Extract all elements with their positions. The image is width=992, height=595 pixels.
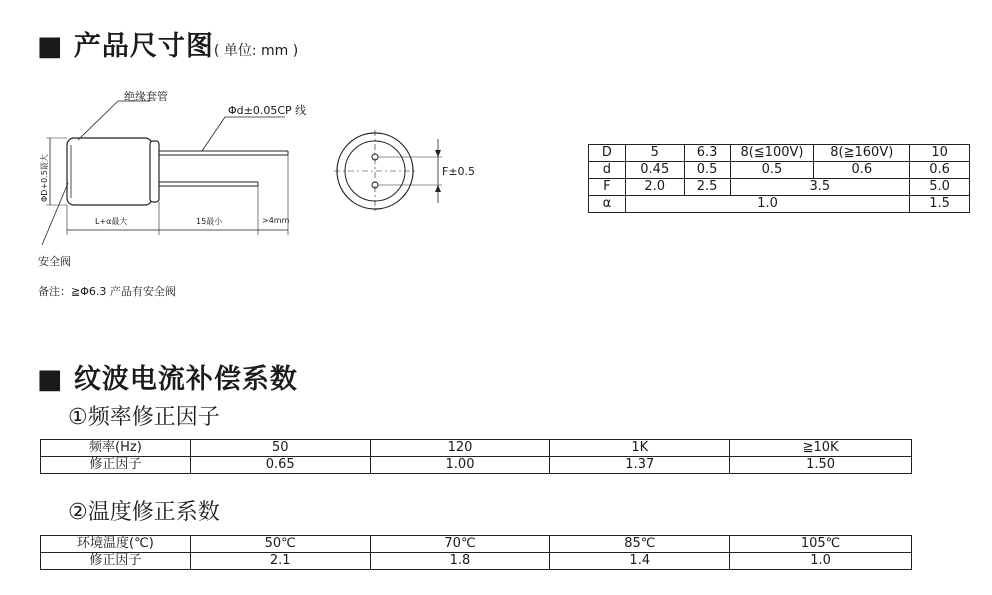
section-title-text: ■ 产品尺寸图 [37, 31, 214, 62]
temperature-table [40, 535, 912, 570]
temp-header-cell: 85℃ [550, 536, 730, 553]
temp-header-cell: 105℃ [730, 536, 912, 553]
dim-cell: 1.5 [910, 196, 970, 213]
sleeve-label: 绝缘套管 [124, 90, 168, 103]
freq-value-cell: 1.37 [550, 457, 730, 474]
table-row [41, 457, 912, 474]
f-arrow-bottom [435, 185, 441, 192]
freq-value-cell: 1.50 [730, 457, 912, 474]
section-title-dimensions [37, 24, 298, 63]
dim-cell: 0.5 [730, 162, 814, 179]
table-row [589, 162, 970, 179]
freq-value-cell: 修正因子 [41, 457, 191, 474]
dim-cell: D [589, 145, 626, 162]
capacitor-end-view-diagram [330, 125, 460, 225]
dim-cell: 10 [910, 145, 970, 162]
note-text: 备注：≧Φ6.3 产品有安全阀 [38, 285, 176, 298]
temp-subtitle: ②温度修正系数 [68, 500, 220, 525]
dim-cell: 6.3 [684, 145, 730, 162]
f-arrow-top [435, 150, 441, 157]
freq-header-cell: 120 [370, 440, 550, 457]
freq-header-cell: 1K [550, 440, 730, 457]
dim-cell: 0.5 [684, 162, 730, 179]
unit-label: ( 单位: mm ) [213, 43, 299, 59]
length-label: L+α最大 [95, 217, 128, 226]
dim-cell: 5.0 [910, 179, 970, 196]
freq-header-cell: ≧10K [730, 440, 912, 457]
dim-cell: 8(≧160V) [814, 145, 910, 162]
dim-cell: 3.5 [730, 179, 910, 196]
dim-cell: 8(≦100V) [730, 145, 814, 162]
lead-end-label: >4mm [262, 216, 290, 225]
dim-cell: 5 [625, 145, 684, 162]
section-title-ripple: ■ 纹波电流补偿系数 [37, 364, 298, 395]
temp-value-cell: 1.4 [550, 553, 730, 570]
dim-cell: 2.5 [684, 179, 730, 196]
lead-leader [202, 117, 225, 151]
dim-cell: F [589, 179, 626, 196]
dim-cell: d [589, 162, 626, 179]
freq-subtitle: ①频率修正因子 [68, 405, 220, 430]
table-row [41, 536, 912, 553]
dim-cell: α [589, 196, 626, 213]
dim-cell: 0.6 [910, 162, 970, 179]
dimension-table [588, 144, 970, 213]
dim-cell: 1.0 [625, 196, 909, 213]
temp-value-cell: 1.8 [370, 553, 550, 570]
temp-header-cell: 70℃ [370, 536, 550, 553]
table-row [41, 553, 912, 570]
table-row [41, 440, 912, 457]
table-row [589, 145, 970, 162]
lead-length-label: 15最小 [196, 217, 223, 226]
vent-label: 安全阀 [38, 255, 71, 268]
frequency-table [40, 439, 912, 474]
freq-header-cell: 频率(Hz) [41, 440, 191, 457]
dim-cell: 0.45 [625, 162, 684, 179]
temp-value-cell: 1.0 [730, 553, 912, 570]
freq-value-cell: 0.65 [190, 457, 370, 474]
freq-value-cell: 1.00 [370, 457, 550, 474]
table-row [589, 179, 970, 196]
dim-cell: 0.6 [814, 162, 910, 179]
capacitor-end-cap [150, 141, 159, 202]
temp-value-cell: 2.1 [190, 553, 370, 570]
dim-cell: 2.0 [625, 179, 684, 196]
capacitor-body [67, 138, 152, 205]
temp-value-cell: 修正因子 [41, 553, 191, 570]
lead-label: Φd±0.05CP 线 [228, 104, 307, 117]
f-label: F±0.5 [442, 165, 476, 178]
temp-header-cell: 50℃ [190, 536, 370, 553]
table-row [589, 196, 970, 213]
freq-header-cell: 50 [190, 440, 370, 457]
sleeve-leader [78, 101, 118, 140]
diameter-label: ΦD+0.5最大 [40, 154, 49, 202]
temp-header-cell: 环境温度(℃) [41, 536, 191, 553]
